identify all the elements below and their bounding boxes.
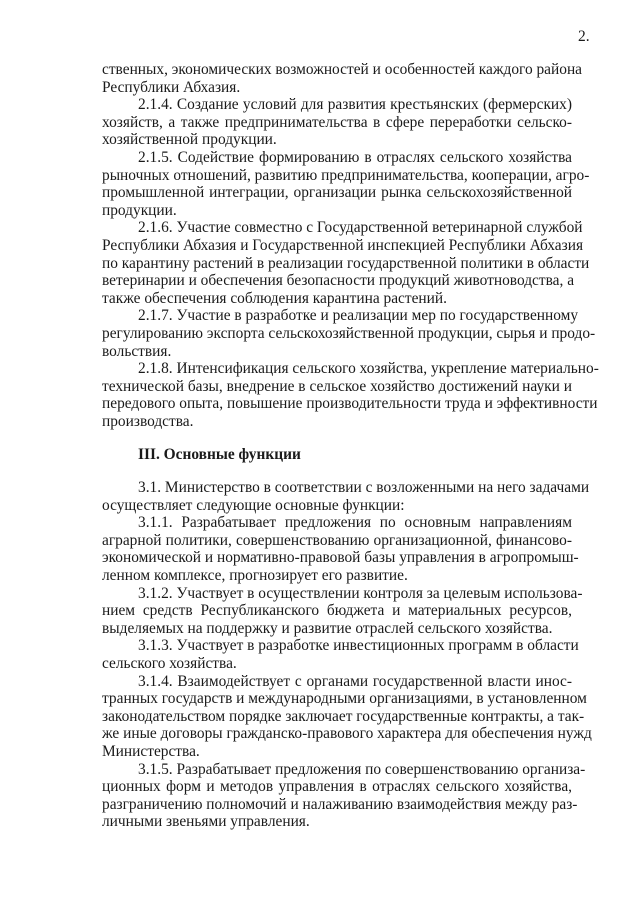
text-line: передового опыта, повышение производительности труда и эффективности — [102, 395, 598, 413]
text-line: выделяемых на поддержку и развитие отраслей сельского хозяйства. — [102, 619, 553, 637]
text-line: технической базы, внедрение в сельское хозяйство достижений науки и — [102, 377, 572, 395]
text-line: рыночных отношений, развитию предпринимательства, кооперации, агро- — [102, 166, 590, 184]
text-line: Республики Абхазия. — [102, 78, 241, 96]
text-line: ционных форм и методов управления в отраслях сельского хозяйства, — [102, 778, 572, 796]
text-line: 2.1.7. Участие в разработке и реализации мер по государственному — [138, 307, 579, 325]
text-line: осуществляет следующие основные функции: — [102, 496, 405, 514]
text-line: ственных, экономических возможностей и особенностей каждого района — [102, 61, 583, 78]
text-line: ленном комплексе, прогнозирует его развитие. — [102, 566, 408, 584]
text-block-section-2 — [102, 61, 599, 430]
text-line: промышленной интеграции, организации рынка сельскохозяйственной — [102, 184, 572, 202]
text-line: 3.1.5. Разрабатывает предложения по совершенствованию организа- — [138, 760, 586, 778]
text-line: 3.1.2. Участвует в осуществлении контроля за целевым использова- — [138, 584, 583, 602]
text-line: личными звеньями управления. — [102, 813, 310, 831]
section-heading: III. Основные функции — [138, 446, 301, 463]
text-line: экономической и нормативно-правовой базы управления в агропромыш- — [102, 549, 579, 567]
text-line: аграрной политики, совершенствованию организационной, финансово- — [102, 531, 572, 549]
text-line: вольствия. — [102, 342, 172, 360]
text-line: нием средств Республиканского бюджета и материальных ресурсов, — [102, 602, 572, 620]
text-line: хозяйственной продукции. — [102, 131, 277, 149]
text-line: сельского хозяйства. — [102, 654, 237, 672]
text-line: разграничению полномочий и налаживанию взаимодействия между раз- — [102, 795, 578, 813]
text-line: по карантину растений в реализации государственной политики в области — [102, 254, 590, 272]
text-line: транных государств и международными организациями, в установленном — [102, 690, 587, 708]
text-line: производства. — [102, 412, 194, 430]
text-line: 3.1.4. Взаимодействует с органами государственной власти инос- — [138, 672, 572, 690]
text-line: же иные договоры гражданско-правового характера для обеспечения нужд — [102, 725, 592, 743]
text-line: 2.1.5. Содействие формированию в отраслях сельского хозяйства — [138, 148, 572, 166]
text-line: ветеринарии и обеспечения безопасности продукций животноводства, а — [102, 272, 575, 290]
text-line: 3.1.1. Разрабатывает предложения по основным направлениям — [138, 514, 572, 532]
page-number: 2. — [578, 28, 590, 45]
text-line: 3.1. Министерство в соответствии с возложенными на него задачами — [138, 479, 590, 496]
text-line: 2.1.8. Интенсификация сельского хозяйства, укрепление материально- — [138, 360, 599, 378]
text-line: продукции. — [102, 201, 177, 219]
text-line: законодательством порядке заключает государственные контракты, а так- — [102, 707, 585, 725]
text-block-section-3 — [102, 479, 592, 831]
text-line: хозяйств, а также предпринимательства в сфере переработки сельско- — [102, 113, 572, 131]
text-line: 3.1.3. Участвует в разработке инвестиционных программ в области — [138, 637, 579, 655]
text-line: Республики Абхазия и Государственной инспекцией Республики Абхазия — [102, 236, 584, 254]
text-line: также обеспечения соблюдения карантина растений. — [102, 289, 447, 307]
text-line: 2.1.6. Участие совместно с Государственной ветеринарной службой — [138, 219, 583, 237]
text-line: 2.1.4. Создание условий для развития крестьянских (фермерских) — [138, 96, 572, 114]
text-line: Министерства. — [102, 742, 200, 760]
text-line: регулированию экспорта сельскохозяйственной продукции, сырья и продо- — [102, 324, 596, 342]
